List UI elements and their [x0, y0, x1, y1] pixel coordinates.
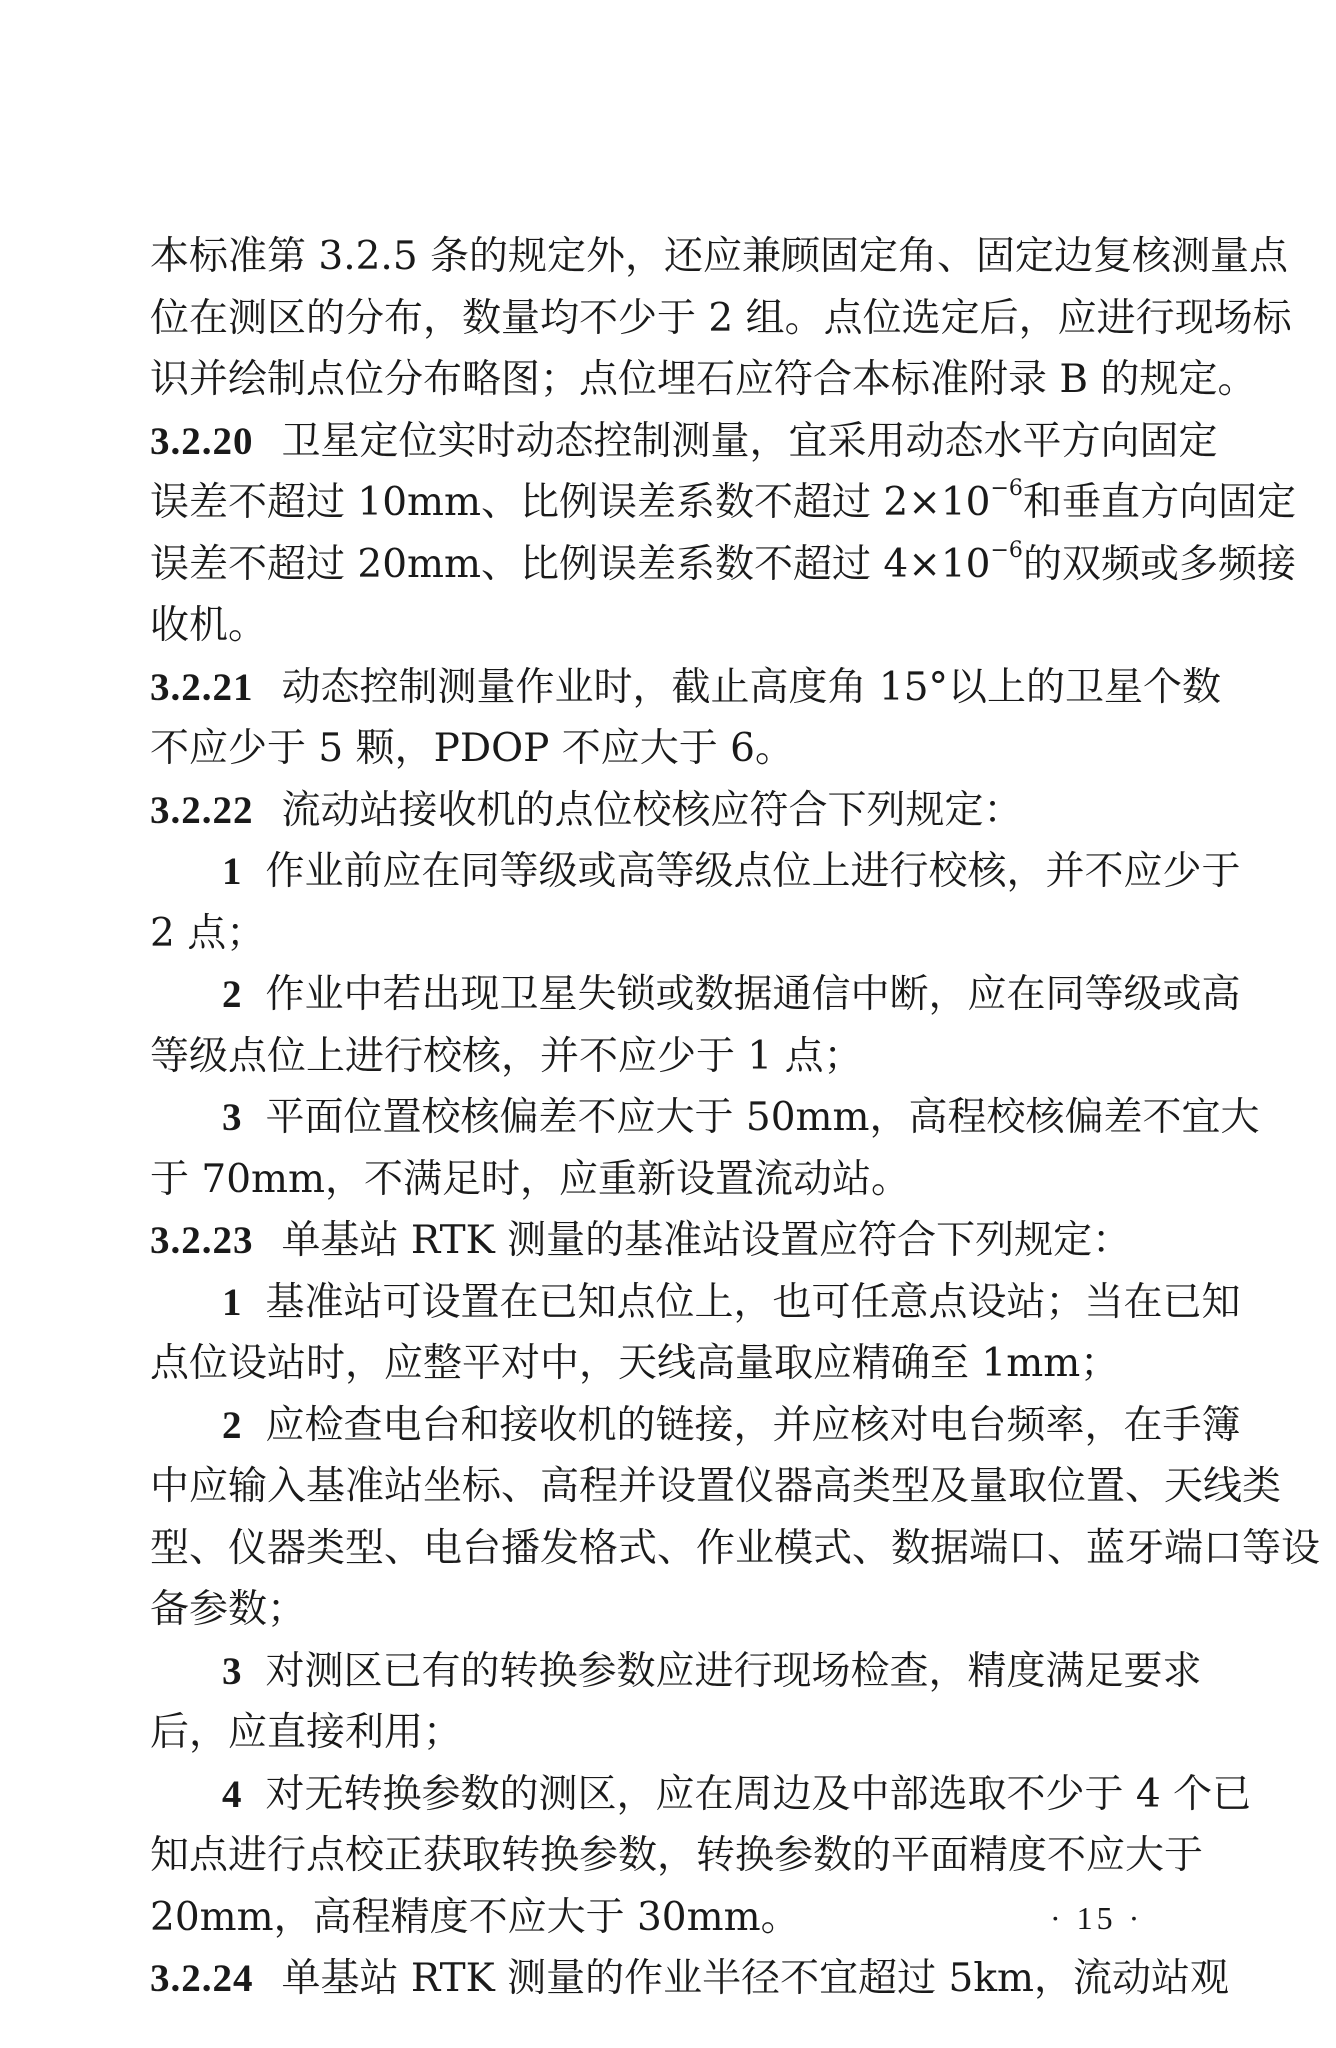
document-body [150, 226, 1321, 2010]
list-item-line: 点位设站时，应整平对中，天线高量取应精确至 1mm； [150, 1341, 1120, 1386]
clause-3-2-20-line: 收机。 [150, 603, 268, 648]
list-item [150, 1087, 1260, 1149]
clause-number: 3.2.24 [150, 1957, 254, 2000]
clause-3-2-21-line [150, 657, 1222, 719]
item-number: 3 [222, 1649, 242, 1693]
clause-text: 卫星定位实时动态控制测量，宜采用动态水平方向固定 [281, 418, 1218, 464]
page-number: · 15 · [1050, 1900, 1144, 1936]
list-item [150, 1764, 1252, 1826]
list-item [150, 841, 1241, 903]
list-item-line: 后，应直接利用； [150, 1710, 463, 1755]
list-item-line: 2 点； [150, 910, 266, 956]
list-item-line: 型、仪器类型、电台播发格式、作业模式、数据端口、蓝牙端口等设 [150, 1525, 1321, 1571]
paragraph-line: 识并绘制点位分布略图；点位埋石应符合本标准附录 B 的规定。 [150, 357, 1257, 402]
item-text: 作业中若出现卫星失锁或数据通信中断，应在同等级或高 [265, 972, 1241, 1017]
clause-text: 误差不超过 20mm、比例误差系数不超过 4×10 [150, 541, 991, 587]
list-item-line: 等级点位上进行校核，并不应少于 1 点； [150, 1033, 863, 1079]
clause-3-2-22-line [150, 780, 1190, 842]
item-number: 1 [222, 850, 242, 893]
list-item-line: 20mm，高程精度不应大于 30mm。 [150, 1894, 800, 1940]
list-item [150, 1641, 1202, 1703]
list-item [150, 964, 1241, 1026]
clause-number: 3.2.20 [150, 419, 254, 463]
clause-text: 单基站 RTK 测量的基准站设置应符合下列规定： [281, 1218, 1132, 1263]
list-item [150, 1272, 1241, 1334]
clause-3-2-24-line [150, 1948, 1229, 2010]
item-text: 对测区已有的转换参数应进行现场检查，精度满足要求 [265, 1648, 1202, 1694]
item-text: 平面位置校核偏差不应大于 50mm，高程校核偏差不宜大 [265, 1095, 1260, 1140]
paragraph-line: 位在测区的分布，数量均不少于 2 组。点位选定后，应进行现场标 [150, 295, 1292, 341]
item-number: 1 [222, 1280, 242, 1324]
clause-number: 3.2.21 [150, 665, 254, 709]
item-text: 基准站可设置在已知点位上，也可任意点设站；当在已知 [265, 1279, 1241, 1325]
clause-3-2-23-line [150, 1210, 1190, 1272]
item-number: 3 [222, 1096, 242, 1139]
list-item-line: 于 70mm，不满足时，应重新设置流动站。 [150, 1156, 910, 1202]
clause-text: 的双频或多频接 [1022, 541, 1296, 587]
item-text: 对无转换参数的测区，应在周边及中部选取不少于 4 个已 [265, 1771, 1252, 1817]
item-number: 2 [222, 1403, 242, 1447]
superscript: −6 [990, 537, 1023, 563]
list-item [150, 1395, 1241, 1457]
clause-number: 3.2.23 [150, 1219, 254, 1262]
list-item-line: 中应输入基准站坐标、高程并设置仪器高类型及量取位置、天线类 [150, 1464, 1282, 1509]
clause-text: 动态控制测量作业时，截止高度角 15°以上的卫星个数 [281, 664, 1222, 710]
clause-number: 3.2.22 [150, 788, 254, 832]
item-text: 应检查电台和接收机的链接，并应核对电台频率，在手簿 [265, 1402, 1241, 1448]
clause-text: 单基站 RTK 测量的作业半径不宜超过 5km，流动站观 [281, 1956, 1229, 2001]
item-number: 4 [222, 1772, 242, 1816]
clause-text: 误差不超过 10mm、比例误差系数不超过 2×10 [150, 480, 991, 525]
superscript: −6 [990, 476, 1023, 501]
clause-3-2-21-line: 不应少于 5 颗，PDOP 不应大于 6。 [150, 726, 794, 771]
clause-text: 和垂直方向固定 [1022, 480, 1296, 525]
clause-3-2-20-line [150, 534, 1296, 596]
paragraph-line: 本标准第 3.2.5 条的规定外，还应兼顾固定角、固定边复核测量点 [150, 234, 1289, 279]
list-item-line: 备参数； [150, 1587, 307, 1632]
list-item-line: 知点进行点校正获取转换参数，转换参数的平面精度不应大于 [150, 1833, 1204, 1878]
item-number: 2 [222, 973, 242, 1016]
item-text: 作业前应在同等级或高等级点位上进行校核，并不应少于 [265, 849, 1241, 894]
clause-3-2-20-line [150, 472, 1296, 534]
clause-3-2-20-line [150, 411, 1218, 473]
clause-text: 流动站接收机的点位校核应符合下列规定： [281, 787, 1023, 833]
